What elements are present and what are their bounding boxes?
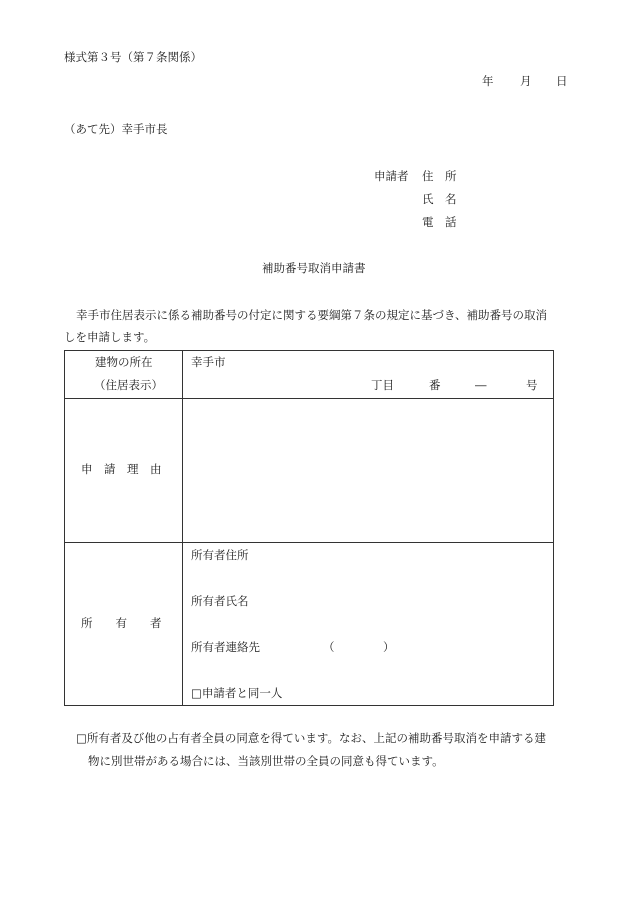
owner-contact-label: 所有者連絡先 [191,640,260,654]
location-value-cell[interactable] [183,351,554,399]
ban-label: 番 [429,378,441,392]
dash-label: ― [475,378,487,392]
body-line-2: しを申請します。 [64,330,156,344]
same-as-applicant-checkbox[interactable]: □申請者と同一人 [191,686,283,700]
document-title: 補助番号取消申請書 [262,261,366,275]
owner-label: 所 有 者 [81,616,162,630]
date-month-label: 月 [520,74,532,88]
owner-name-label: 所有者氏名 [191,594,249,608]
location-label-1: 建物の所在 [95,355,153,369]
reason-label-cell [65,399,183,543]
reason-label: 申 請 理 由 [81,462,162,476]
applicant-phone-label: 電 話 [422,215,457,229]
location-row [65,351,554,399]
contact-paren-close: ） [383,640,395,654]
applicant-address-label: 住 所 [422,169,457,183]
date-year-label: 年 [482,74,494,88]
reason-input-cell[interactable] [183,399,554,543]
form-number: 様式第３号（第７条関係） [64,50,202,64]
chome-label: 丁目 [371,378,394,392]
reason-row [65,399,554,543]
go-label: 号 [526,378,538,392]
application-table [64,350,554,706]
owner-details-cell[interactable] [183,543,554,706]
addressee: （あて先）幸手市長 [64,122,168,136]
applicant-label: 申請者 [374,169,409,183]
consent-line-2: 物に別世帯がある場合には、当該別世帯の全員の同意も得ています。 [88,754,444,768]
contact-paren-open: （ [323,640,335,654]
owner-row [65,543,554,706]
city-label: 幸手市 [191,355,226,369]
date-day-label: 日 [556,74,568,88]
consent-line-1: □所有者及び他の占有者全員の同意を得ています。なお、上記の補助番号取消を申請する建 [76,731,546,745]
location-label-2: （住居表示） [94,378,163,392]
location-label-cell [65,351,183,399]
owner-address-label: 所有者住所 [191,548,249,562]
applicant-name-label: 氏 名 [422,192,457,206]
body-line-1: 幸手市住居表示に係る補助番号の付定に関する要綱第７条の規定に基づき、補助番号の取消 [76,308,548,322]
owner-label-cell [65,543,183,706]
